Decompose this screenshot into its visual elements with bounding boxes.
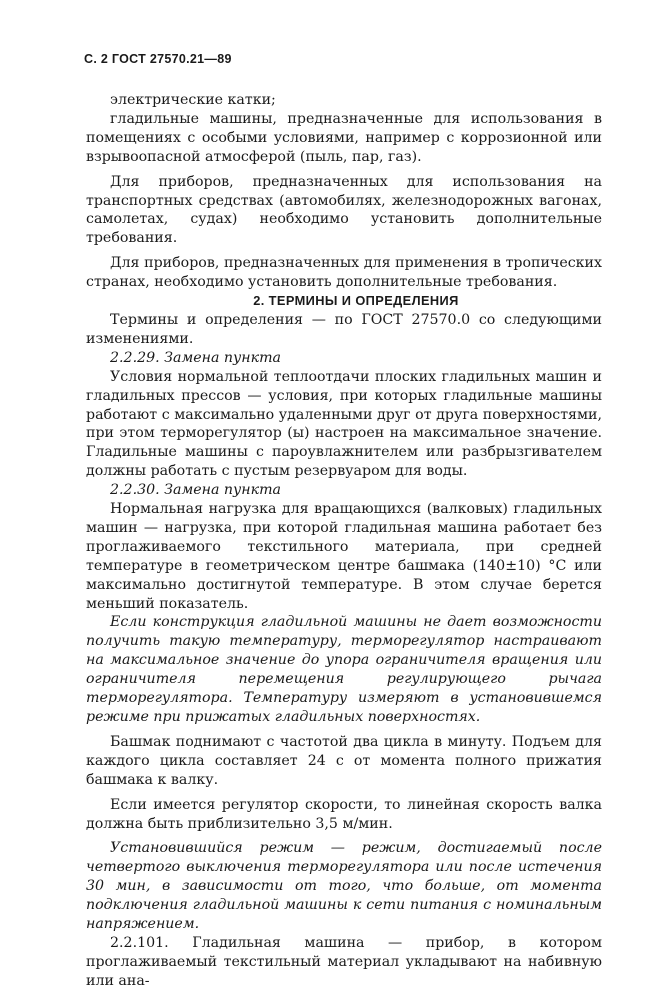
- paragraph-electric-rollers: электрические катки;: [110, 92, 276, 108]
- paragraph-steady-state: Установившийся режим — режим, достигаемый после четвертого выключения терморегулятора или после истечения 30 мин, в зависимости от того, что больше, от момента подключения гладильной машины к сети питания с номинальным напряжением.: [86, 840, 602, 933]
- paragraph-shoe-lifting: Башмак поднимают с частотой два цикла в минуту. Подъем для каждого цикла составляет 24 с от момента полного прижатия башмака к валку.: [86, 733, 602, 788]
- section-heading: 2. ТЕРМИНЫ И ОПРЕДЕЛЕНИЯ: [253, 293, 459, 309]
- paragraph-terms-intro: Термины и определения — по ГОСТ 27570.0 со следующими изменениями.: [86, 311, 602, 347]
- paragraph-roller-speed: Если имеется регулятор скорости, то линейная скорость валка должна быть приблизительно 3,5 м/мин.: [86, 796, 602, 832]
- clause-2-2-30-title: 2.2.30. Замена пункта: [110, 482, 282, 499]
- clause-2-2-101: 2.2.101. Гладильная машина — прибор, в котором проглаживаемый текстильный материал укладывают на набивную или ана-: [86, 934, 602, 989]
- clause-2-2-29-text: Условия нормальной теплоотдачи плоских гладильных машин и гладильных прессов — условия, при которых гладильные машины работают с максимально удаленными друг от друга поверхностями, при этом терморегулятор (ы) настроен на максимальное значение. Гладильные машины с пароувлажнителем или разбрызгивателем должны работать с пустым резервуаром для воды.: [86, 368, 602, 480]
- paragraph-tropical-countries: Для приборов, предназначенных для применения в тропических странах, необходимо установить дополнительные требования.: [86, 255, 602, 291]
- clause-2-2-30-italic-note: Если конструкция гладильной машины не дает возможности получить такую температуру, терморегулятор настраивают на максимальное значение до упора ограничителя вращения или ограничителя перемещения регулирующего рычага терморегулятора. Температуру измеряют в установившемся режиме при прижатых гладильных поверхностях.: [86, 614, 602, 725]
- clause-2-2-30-text: Нормальная нагрузка для вращающихся (валковых) гладильных машин — нагрузка, при которой гладильная машина работает без проглаживаемого текстильного материала, при средней температуре в геометрическом центре башмака (140±10) °С или максимально достигнутой температуре. В этом случае берется меньший показатель.: [86, 501, 602, 612]
- paragraph-transport-devices: Для приборов, предназначенных для использования на транспортных средствах (автомобилях, железнодорожных вагонах, самолетах, судах) необходимо установить дополнительные требования.: [86, 173, 602, 247]
- clause-2-2-29-title: 2.2.29. Замена пункта: [110, 349, 282, 366]
- paragraph-ironing-machines-special: гладильные машины, предназначенные для использования в помещениях с особыми условиями, например с коррозионной или взрывоопасной атмосферой (пыль, пар, газ).: [86, 110, 602, 165]
- running-head: С. 2 ГОСТ 27570.21—89: [84, 52, 232, 66]
- document-body: [86, 91, 602, 991]
